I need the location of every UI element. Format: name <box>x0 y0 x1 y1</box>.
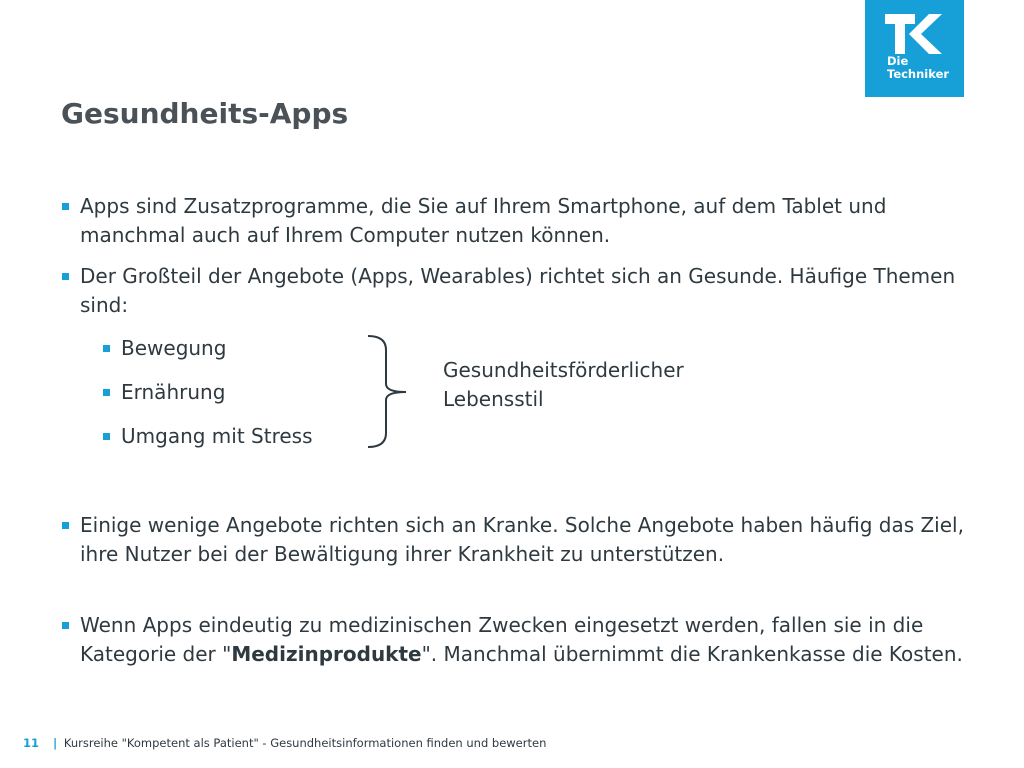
bullet-square-icon <box>103 345 110 352</box>
brace-label-line-2: Lebensstil <box>443 386 544 411</box>
bullet-square-icon <box>62 273 69 280</box>
footer-separator: | <box>53 736 58 750</box>
bullet-square-icon <box>62 522 69 529</box>
brace-label <box>443 356 743 413</box>
logo-line-2: Techniker <box>887 67 950 81</box>
bullet-text: Einige wenige Angebote richten sich an Kranke. Solche Angebote haben häufig das Ziel, ihre Nutzer bei der Bewältigung ihrer Krankheit zu unterstützen. <box>80 513 964 566</box>
tk-logo-icon <box>885 14 943 54</box>
footer-text: Kursreihe "Kompetent als Patient" - Gesundheitsinformationen finden und bewerten <box>63 736 547 750</box>
bullet-text: Apps sind Zusatzprogramme, die Sie auf Ihrem Smartphone, auf dem Tablet und manchmal auch auf Ihrem Computer nutzen können. <box>80 194 887 247</box>
bullet-square-icon <box>103 389 110 396</box>
bullet-text-after: ". Manchmal übernimmt die Krankenkasse die Kosten. <box>421 641 963 666</box>
curly-brace-icon <box>366 334 412 449</box>
bullet-medical-devices <box>80 611 980 668</box>
sub-bullet-text: Ernährung <box>121 380 226 404</box>
techniker-logo <box>865 0 964 97</box>
sub-bullet-bewegung <box>121 334 226 363</box>
bullet-square-icon <box>103 433 110 440</box>
footer <box>23 736 546 750</box>
bullet-sick-users <box>80 511 980 568</box>
logo-text <box>887 55 949 81</box>
page-number: 11 <box>23 736 40 750</box>
bullet-bold-term: Medizinprodukte <box>231 641 422 666</box>
bullet-healthy-users <box>80 262 980 319</box>
sub-bullet-text: Umgang mit Stress <box>121 424 313 448</box>
bullet-square-icon <box>62 203 69 210</box>
page-title: Gesundheits-Apps <box>61 97 349 130</box>
sub-bullet-ernaehrung <box>121 378 225 407</box>
bullet-text-before: Wenn Apps eindeutig zu medizinischen Zwecken eingesetzt werden, fallen sie in die Kategorie der " <box>80 613 924 666</box>
logo-line-1: Die <box>887 54 909 68</box>
sub-bullet-text: Bewegung <box>121 336 227 360</box>
bullet-text: Der Großteil der Angebote (Apps, Wearables) richtet sich an Gesunde. Häufige Themen sind: <box>80 264 956 317</box>
brace-label-line-1: Gesundheitsförderlicher <box>443 358 684 382</box>
bullet-apps-definition <box>80 192 980 249</box>
bullet-square-icon <box>62 622 69 629</box>
sub-bullet-stress <box>121 422 313 451</box>
